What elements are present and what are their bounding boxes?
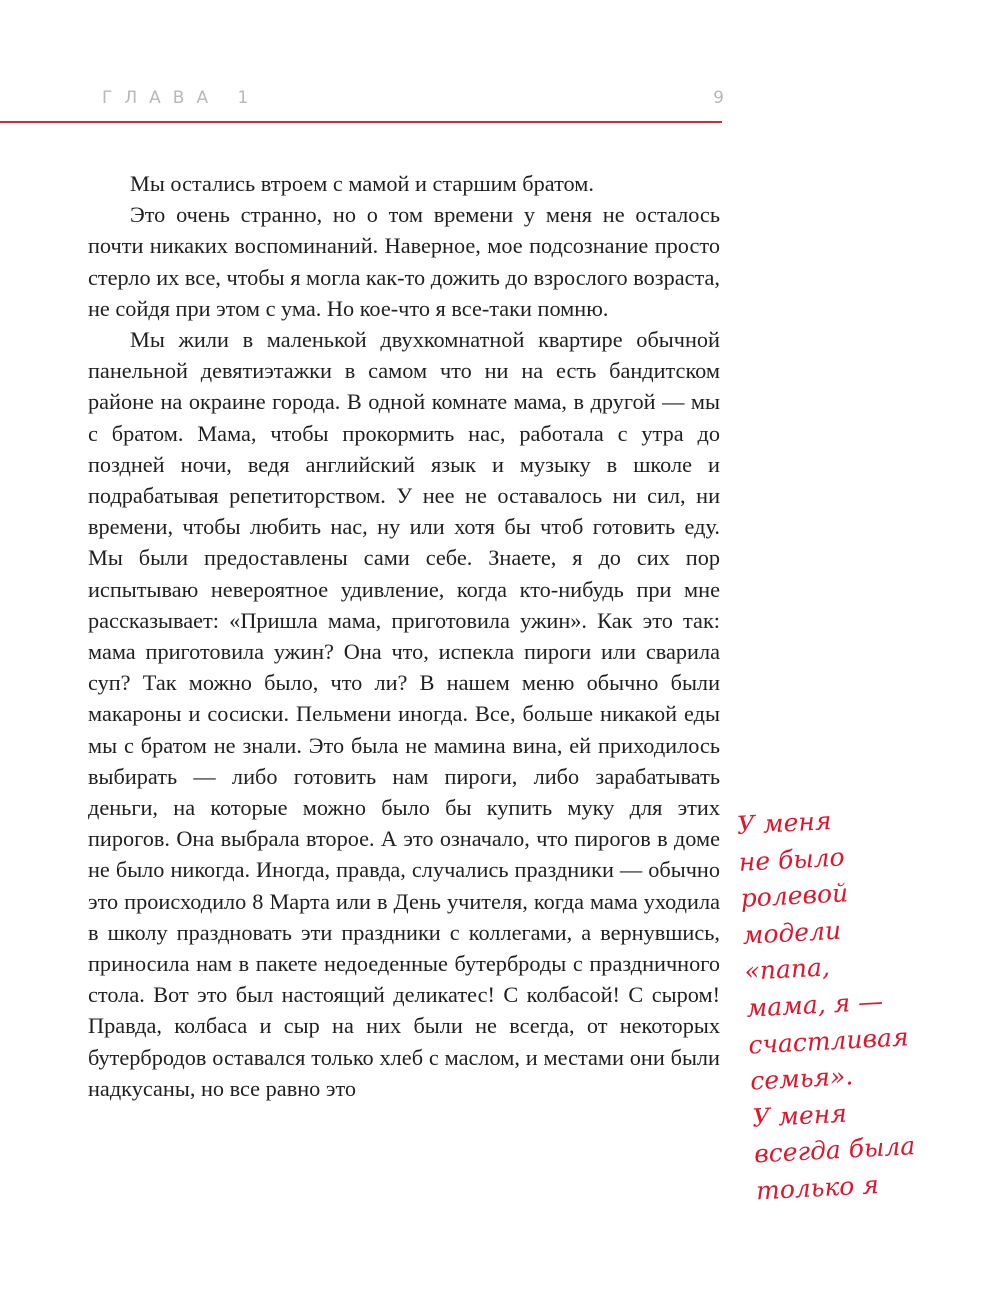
margin-note-line: всегда была	[753, 1131, 916, 1169]
margin-note-line: счастливая	[747, 1021, 910, 1060]
paragraph: Это очень странно, но о том времени у меня не осталось почти никаких воспоминаний. Наверное, мое подсознание просто стерло их все, чтобы я могла как-то дожить до взрослого возраста, не сойдя при этом с ума. Но кое-что я все-таки помню.	[88, 202, 720, 321]
margin-note-line: модели	[741, 915, 842, 950]
page-number: 9	[713, 88, 724, 108]
paragraph: Мы остались втроем с мамой и старшим братом.	[130, 171, 594, 196]
margin-note-line: «папа,	[743, 952, 831, 987]
margin-note-line: семья».	[749, 1061, 854, 1096]
header-rule	[0, 121, 722, 123]
margin-note-line: мама, я —	[745, 986, 884, 1023]
margin-note-line: ролевой	[739, 878, 849, 914]
running-head	[102, 88, 724, 114]
handwritten-margin-note	[736, 798, 942, 1210]
body-text	[88, 168, 720, 1104]
margin-note-line: У меня	[751, 1098, 848, 1133]
chapter-label: ГЛАВА 1	[102, 88, 261, 108]
margin-note-line: только я	[755, 1170, 880, 1206]
paragraph: Мы жили в маленькой двухкомнатной квартире обычной панельной девятиэтажки в самом что ни на есть бандитском районе на окраине города. В одной комнате мама, в другой — мы с братом. Мама, чтобы прокормить нас, работала с утра до поздней ночи, ведя английский язык и музыку в школе и подрабатывая репетиторством. У нее не оставалось ни сил, ни времени, чтобы любить нас, ну или хотя бы чтоб готовить еду. Мы были предоставлены сами себе. Знаете, я до сих пор испытываю невероятное удивление, когда кто-нибудь при мне рассказывает: «Пришла мама, приготовила ужин». Как это так: мама приготовила ужин? Она что, испекла пироги или сварила суп? Так можно было, что ли? В нашем меню обычно были макароны и сосиски. Пельмени иногда. Все, больше никакой еды мы с братом не знали. Это была не мамина вина, ей приходилось выбирать — либо готовить нам пироги, либо зарабатывать деньги, на которые можно было бы купить муку для этих пирогов. Она выбрала второе. А это означало, что пирогов в доме не было никогда. Иногда, правда, случались праздники — обычно это происходило 8 Марта или в День учителя, когда мама уходила в школу праздновать эти праздники с коллегами, а вернувшись, приносила нам в пакете недоеденные бутерброды с праздничного стола. Вот это был настоящий деликатес! С колбасой! С сыром! Правда, колбаса и сыр на них были не всегда, от некоторых бутербродов оставался только хлеб с маслом, и местами они были надкусаны, но все равно это	[88, 327, 720, 1101]
margin-note-line: У меня	[736, 806, 833, 840]
margin-note-line: не было	[738, 842, 846, 877]
